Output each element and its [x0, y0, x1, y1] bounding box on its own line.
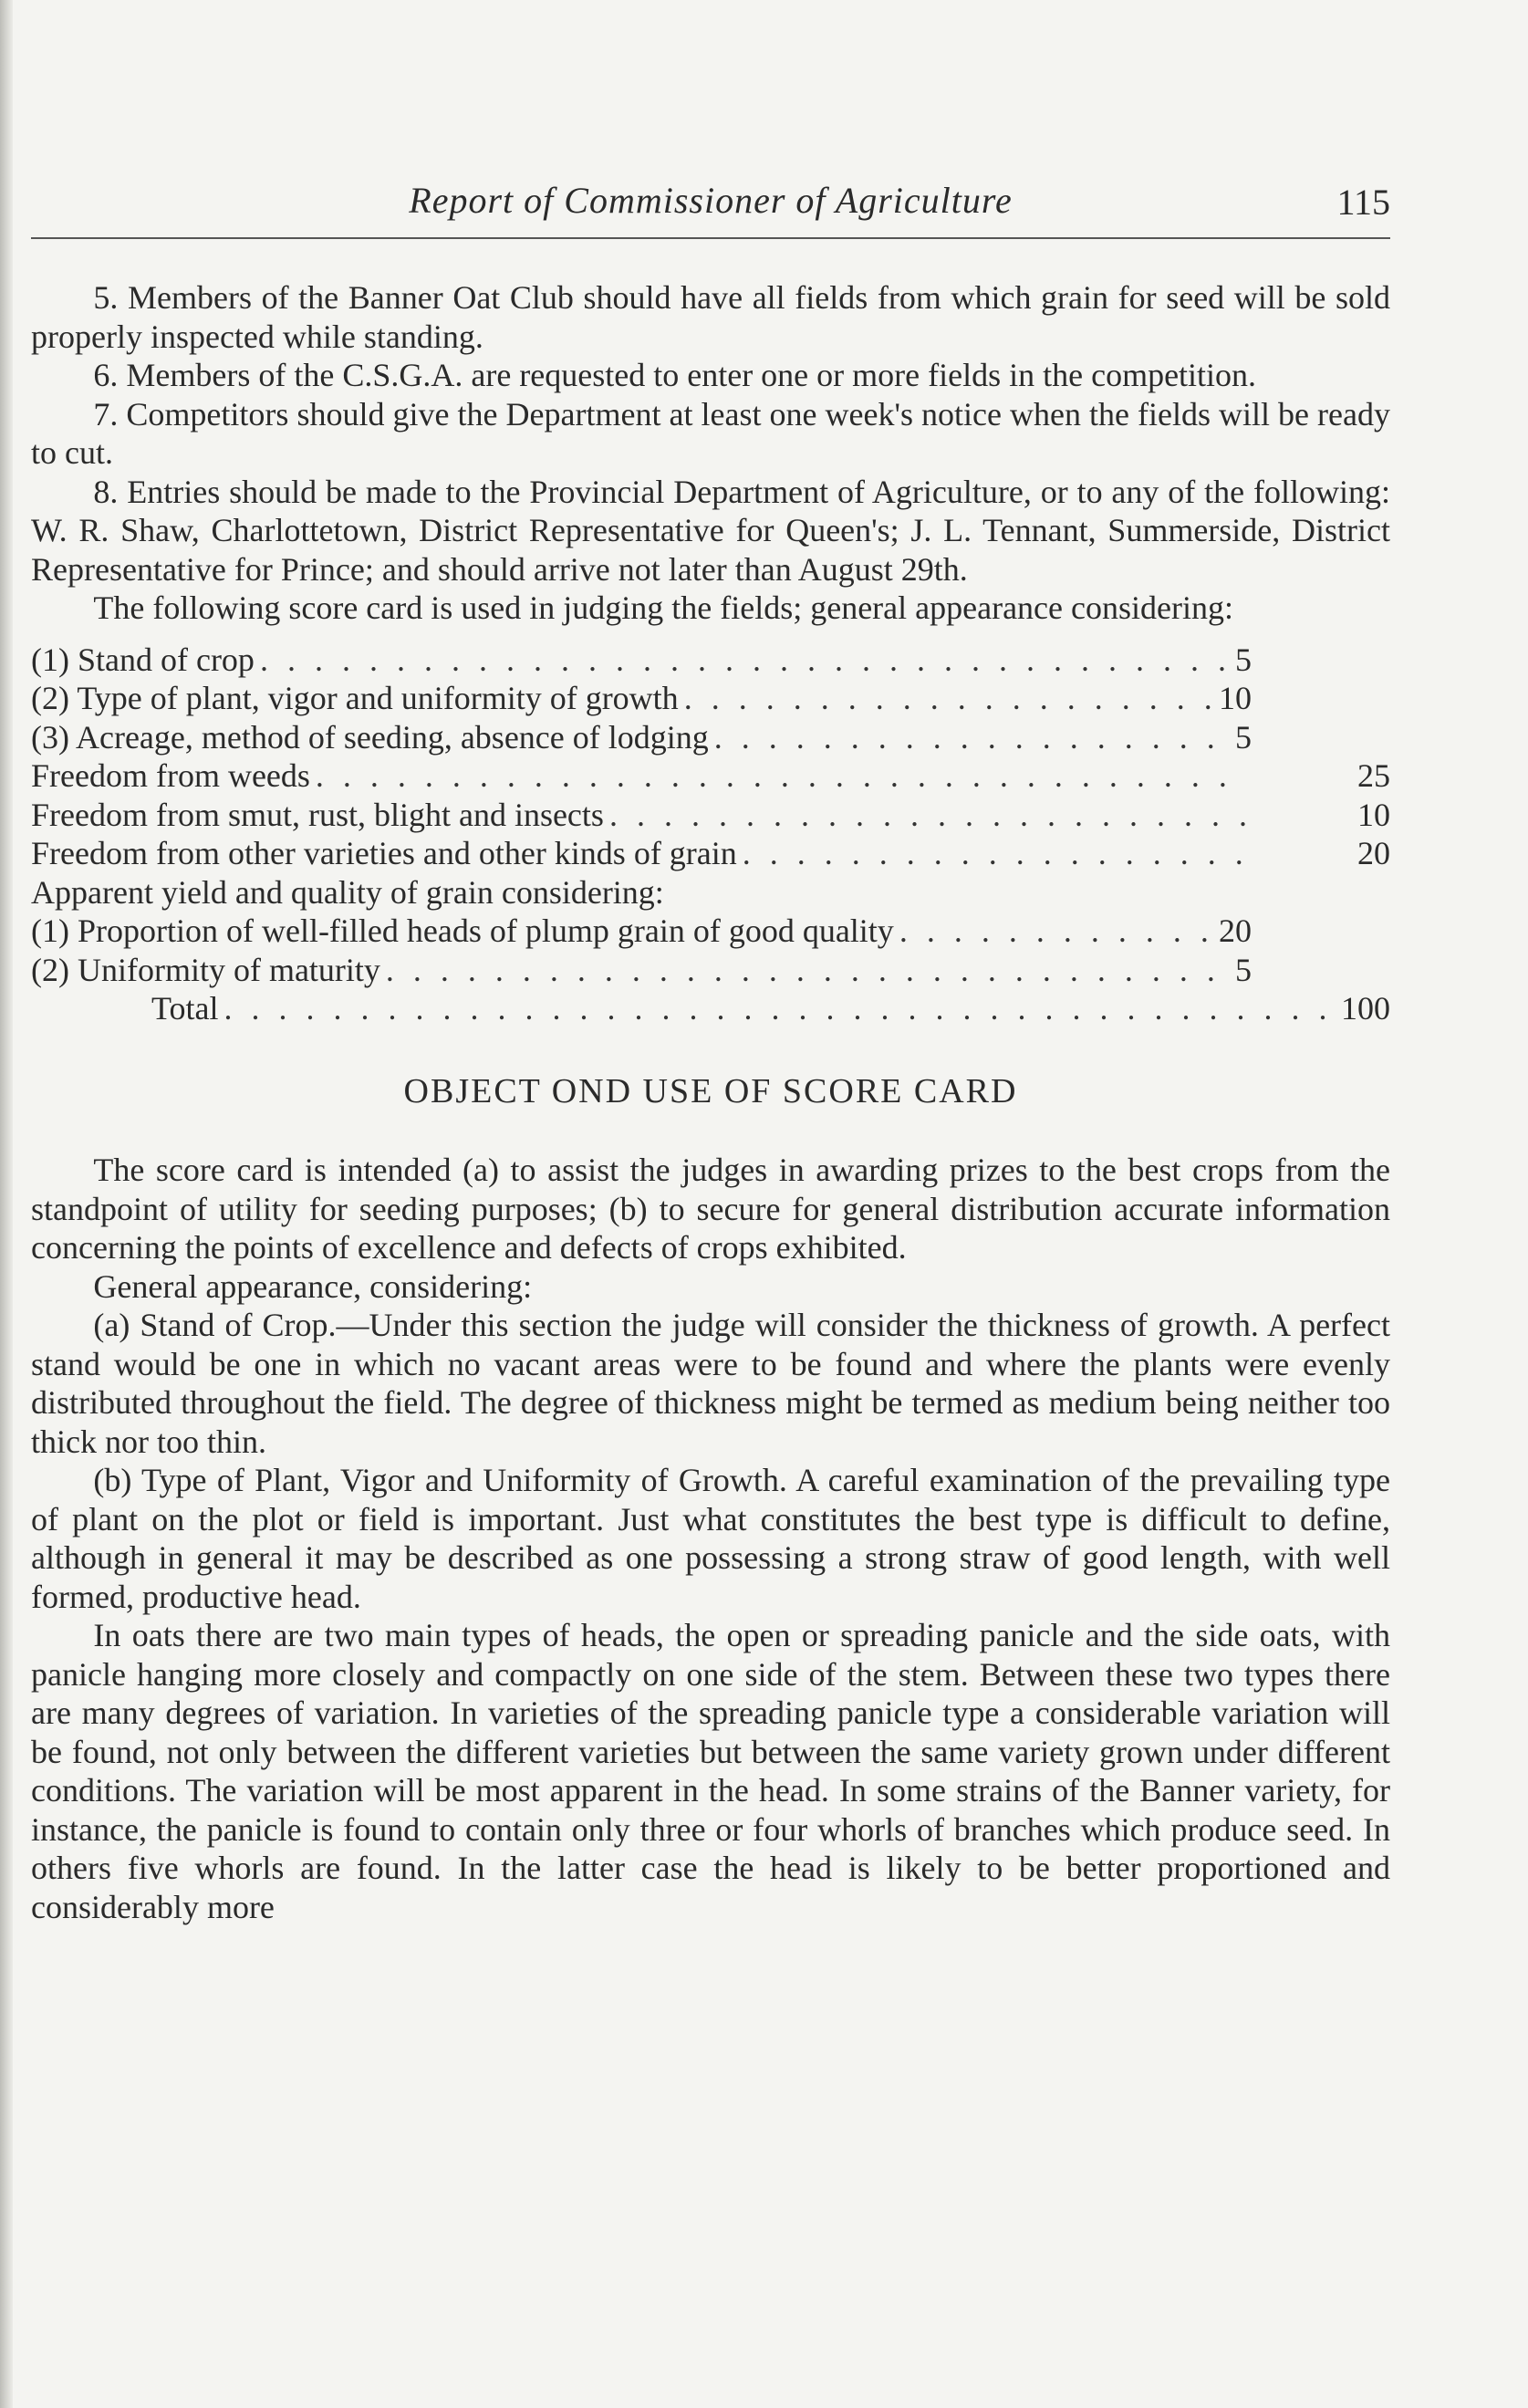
- leader-dots: [899, 912, 1213, 951]
- score-row: [31, 641, 1390, 680]
- page-number: 115: [1336, 182, 1390, 223]
- score-subheading: Apparent yield and quality of grain considering:: [31, 873, 664, 911]
- leader-dots: [223, 989, 1336, 1028]
- rule-item: 6. Members of the C.S.G.A. are requested to enter one or more fields in the competition.: [93, 357, 1257, 393]
- score-intro: The following score card is used in judging the fields; general appearance considering:: [93, 589, 1233, 626]
- score-value: 20: [1357, 835, 1390, 871]
- score-row: [31, 718, 1390, 757]
- score-card: [31, 641, 1390, 1028]
- section-heading: OBJECT OND USE OF SCORE CARD: [403, 1071, 1018, 1110]
- paragraph: In oats there are two main types of heads, the open or spreading panicle and the side oats, with panicle hanging more closely and compactly on one side of the stem. Between these two types there are many degrees of variation. In varieties of the spreading panicle type a considerable variation will be found, not only between the different varieties but between the same variety grown under different conditions. The variation will be most apparent in the head. In some strains of the Banner variety, for instance, the panicle is found to contain only three or four whorls of branches which produce seed. In others five whorls are found. In the latter case the head is likely to be better proportioned and considerably more: [31, 1617, 1390, 1925]
- score-row: [31, 679, 1390, 718]
- score-total-row: [31, 989, 1390, 1028]
- score-label: (3) Acreage, method of seeding, absence of lodging: [31, 718, 709, 756]
- rule-item: 7. Competitors should give the Department at least one week's notice when the fields will be ready to cut.: [31, 395, 1390, 471]
- leader-dots: [260, 641, 1230, 680]
- rule-item: 5. Members of the Banner Oat Club should have all fields from which grain for seed will be sold properly inspected while standing.: [31, 279, 1390, 355]
- score-row: [31, 951, 1390, 990]
- score-value: 5: [1235, 951, 1252, 988]
- score-label: Freedom from smut, rust, blight and insects: [31, 796, 604, 833]
- score-label: Freedom from weeds: [31, 757, 310, 794]
- leader-dots: [609, 796, 1246, 835]
- score-row: [31, 834, 1390, 873]
- score-total-value: 100: [1341, 990, 1390, 1027]
- paragraph: (a) Stand of Crop.—Under this section the judge will consider the thickness of growth. A perfect stand would be one in which no vacant areas were to be found and where the plants were evenly distributed throughout the field. The degree of thickness might be termed as medium being neither too thick nor too thin.: [31, 1307, 1390, 1460]
- score-value: 10: [1219, 680, 1252, 716]
- score-value: 5: [1235, 641, 1252, 678]
- page-edge-shadow: [0, 0, 13, 2408]
- leader-dots: [386, 951, 1230, 990]
- score-value: 10: [1357, 796, 1390, 833]
- score-value: 25: [1357, 757, 1390, 794]
- score-value: 20: [1219, 912, 1252, 949]
- paragraph: General appearance, considering:: [93, 1267, 533, 1305]
- running-head: Report of Commissioner of Agriculture: [409, 180, 1013, 221]
- score-row: [31, 912, 1390, 951]
- paragraph: (b) Type of Plant, Vigor and Uniformity of Growth. A careful examination of the prevailing type of plant on the plot or field is important. Just what constitutes the best type is difficult to define, although in general it may be described as one possessing a strong straw of good length, with well formed, productive head.: [31, 1462, 1390, 1615]
- leader-dots: [684, 679, 1213, 718]
- page-header: [31, 179, 1390, 239]
- score-row: [31, 873, 1390, 912]
- score-value: 5: [1235, 718, 1252, 756]
- leader-dots: [743, 834, 1246, 873]
- score-label: (2) Type of plant, vigor and uniformity of growth: [31, 680, 679, 716]
- rule-item: 8. Entries should be made to the Provincial Department of Agriculture, or to any of the following: W. R. Shaw, Charlottetown, District Representative for Queen's; J. L. Tennant, Summerside, District Representative for Prince; and should arrive not later than August 29th.: [31, 473, 1390, 588]
- score-label: Freedom from other varieties and other kinds of grain: [31, 835, 737, 871]
- score-row: [31, 796, 1390, 835]
- leader-dots: [316, 756, 1246, 796]
- leader-dots: [714, 718, 1230, 757]
- paragraph: The score card is intended (a) to assist the judges in awarding prizes to the best crops from the standpoint of utility for seeding purposes; (b) to secure for general distribution accurate information concerning the points of excellence and defects of crops exhibited.: [31, 1152, 1390, 1266]
- body-text: [31, 278, 1390, 1926]
- score-row: [31, 756, 1390, 796]
- score-label: (1) Proportion of well-filled heads of plump grain of good quality: [31, 912, 894, 949]
- score-total-label: Total: [151, 990, 219, 1027]
- score-label: (1) Stand of crop: [31, 641, 255, 678]
- score-label: (2) Uniformity of maturity: [31, 951, 380, 988]
